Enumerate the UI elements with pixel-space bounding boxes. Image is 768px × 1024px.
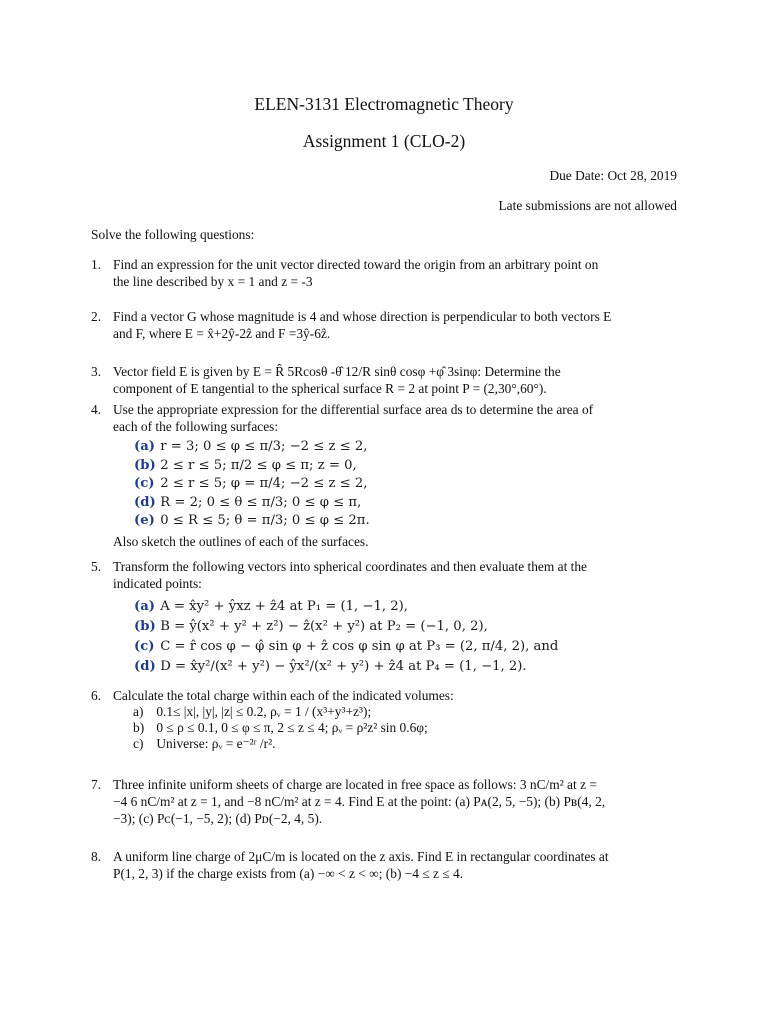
course-title: ELEN-3131 Electromagnetic Theory — [254, 94, 514, 114]
question-8 — [91, 848, 681, 882]
question-line: Use the appropriate expression for the differential surface area ds to determine the area of — [113, 402, 594, 417]
question-line: component of E tangential to the spherical surface R = 2 at point P = (2,30°,60°). — [113, 381, 547, 396]
list-item: (a) r = 3; 0 ≤ φ ≤ π/3; −2 ≤ z ≤ 2, — [134, 439, 368, 454]
list-item: (b) 2 ≤ r ≤ 5; π/2 ≤ φ ≤ π; z = 0, — [134, 457, 357, 473]
question-number: 1. — [91, 257, 102, 272]
question-5 — [91, 558, 681, 677]
question-number: 3. — [91, 364, 102, 379]
question-line: indicated points: — [113, 576, 202, 591]
question-2 — [91, 308, 681, 342]
question-line: the line described by x = 1 and z = -3 — [113, 274, 313, 289]
list-item: c) Universe: ρᵥ = e⁻²ʳ /r². — [133, 736, 276, 751]
question-line: Vector field E is given by E = R̂ 5Rcosθ -θ̂ 12/R sinθ cosφ +φ̂ 3sinφ: Determine the — [113, 364, 561, 379]
question-line: A uniform line charge of 2μC/m is located on the z axis. Find E in rectangular coordinates at — [113, 849, 609, 864]
vector-list — [134, 597, 681, 677]
surface-list — [134, 438, 681, 531]
list-item: (c) 2 ≤ r ≤ 5; φ = π/4; −2 ≤ z ≤ 2, — [134, 476, 368, 492]
question-3 — [91, 363, 681, 397]
list-item: (b) B = ŷ(x² + y² + z²) − ẑ(x² + y²) at P₂ = (−1, 0, 2), — [134, 619, 488, 634]
list-item: (a) A = x̂y² + ŷxz + ẑ4 at P₁ = (1, −1, 2), — [134, 599, 408, 614]
list-item: b) 0 ≤ ρ ≤ 0.1, 0 ≤ φ ≤ π, 2 ≤ z ≤ 4; ρᵥ = ρ²z² sin 0.6φ; — [133, 720, 428, 735]
question-line: each of the following surfaces: — [113, 419, 279, 434]
question-line: and F, where E = x̂+2ŷ-2ẑ and F =3ŷ-6ẑ. — [113, 326, 331, 341]
volume-list — [133, 704, 681, 752]
question-number: 7. — [91, 777, 102, 792]
question-line: Three infinite uniform sheets of charge are located in free space as follows: 3 nC/m² at z = — [113, 777, 597, 792]
question-1 — [91, 256, 681, 290]
list-item: (c) C = r̂ cos φ − φ̂ sin φ + ẑ cos φ sin φ at P₃ = (2, π/4, 2), and — [134, 639, 559, 654]
question-number: 5. — [91, 559, 102, 574]
question-line: −3); (c) Pᴄ(−1, −5, 2); (d) Pᴅ(−2, 4, 5). — [113, 811, 323, 826]
question-number: 6. — [91, 688, 102, 703]
list-item: (d) R = 2; 0 ≤ θ ≤ π/3; 0 ≤ φ ≤ π, — [134, 494, 362, 510]
question-number: 4. — [91, 402, 102, 417]
late-policy: Late submissions are not allowed — [498, 198, 677, 213]
question-line: Find an expression for the unit vector directed toward the origin from an arbitrary point on — [113, 257, 599, 272]
question-number: 2. — [91, 309, 102, 324]
assignment-title: Assignment 1 (CLO-2) — [302, 131, 466, 151]
question-line: −4 6 nC/m² at z = 1, and −8 nC/m² at z = 4. Find E at the point: (a) Pᴀ(2, 5, −5); (b) Pʙ(4, 2, — [113, 794, 606, 809]
list-item: (e) 0 ≤ R ≤ 5; θ = π/3; 0 ≤ φ ≤ 2π. — [134, 513, 370, 529]
question-6 — [91, 687, 681, 752]
question-4 — [91, 401, 681, 550]
list-item: (d) D = x̂y²/(x² + y²) − ŷx²/(x² + y²) + ẑ4 at P₄ = (1, −1, 2). — [134, 659, 527, 674]
question-7 — [91, 776, 681, 827]
instructions: Solve the following questions: — [91, 227, 255, 242]
question-line: Find a vector G whose magnitude is 4 and whose direction is perpendicular to both vectors E — [113, 309, 612, 324]
question-number: 8. — [91, 849, 102, 864]
list-item: a) 0.1≤ |x|, |y|, |z| ≤ 0.2, ρᵥ = 1 / (x³+y³+z³); — [133, 704, 372, 719]
question-line: Transform the following vectors into spherical coordinates and then evaluate them at the — [113, 559, 587, 574]
question-note: Also sketch the outlines of each of the surfaces. — [113, 533, 369, 549]
question-line: P(1, 2, 3) if the charge exists from (a) −∞ < z < ∞; (b) −4 ≤ z ≤ 4. — [113, 866, 464, 881]
due-date: Due Date: Oct 28, 2019 — [549, 168, 677, 183]
question-line: Calculate the total charge within each of the indicated volumes: — [113, 688, 454, 703]
